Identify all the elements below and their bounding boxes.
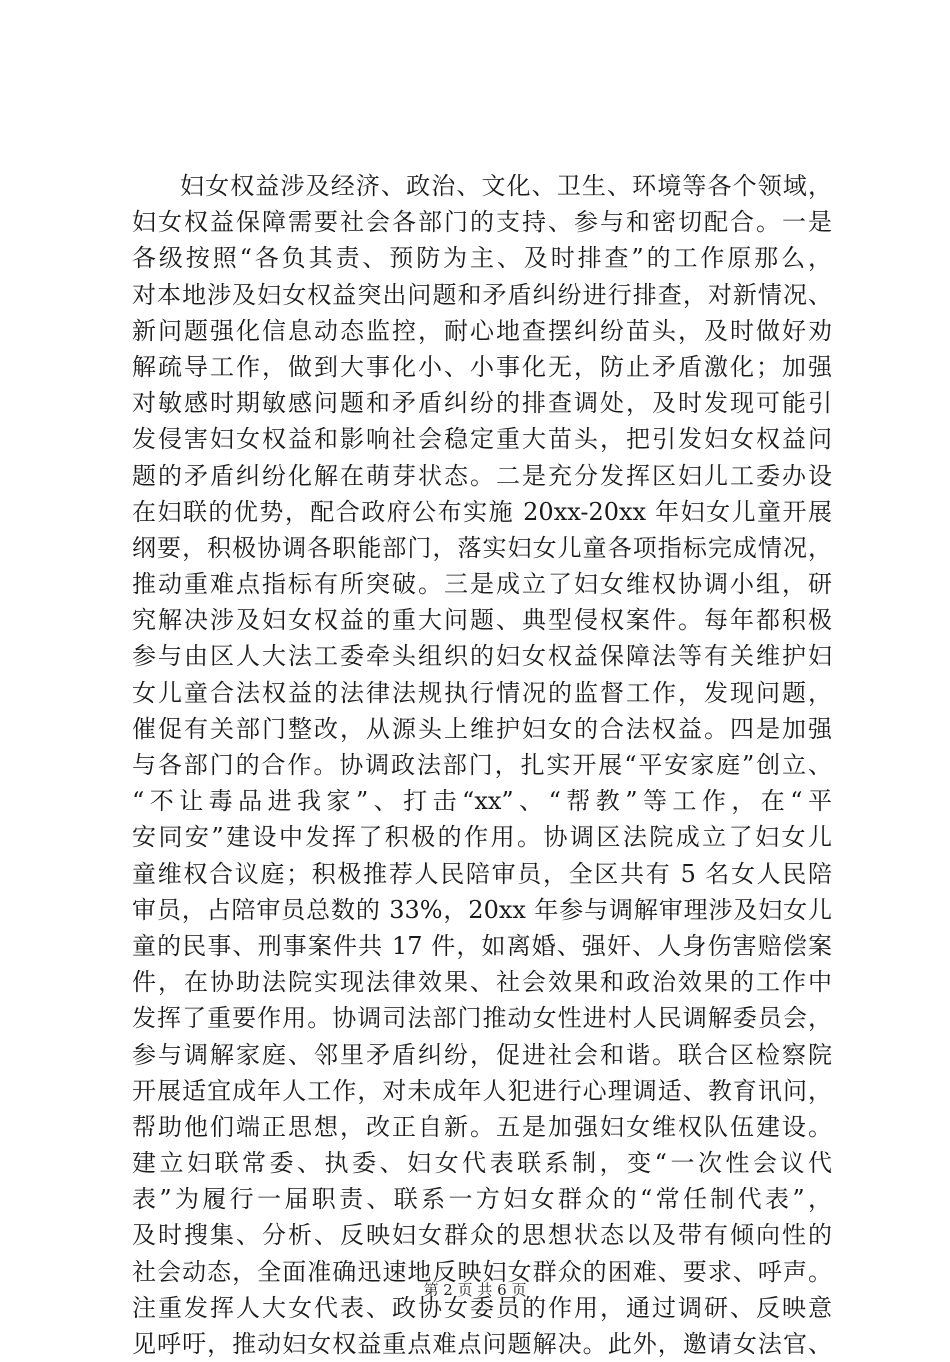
text-line: 开展适宜成年人工作，对未成年人犯进行心理调适、教育讯问， [132, 1076, 832, 1105]
text-line: 审员，占陪审员总数的 33%，20xx 年参与调解审理涉及妇女儿 [132, 895, 832, 924]
text-line: 发挥了重要作用。协调司法部门推动女性进村人民调解委员会， [132, 1004, 832, 1033]
text-line: 见呼吁，推动妇女权益重点难点问题解决。此外，邀请女法官、 [132, 1330, 832, 1358]
text-line: 在妇联的优势，配合政府公布实施 20xx-20xx 年妇女儿童开展 [132, 497, 832, 526]
text-line: 童维权合议庭；积极推荐人民陪审员，全区共有 5 名女人民陪 [132, 859, 832, 888]
text-line: 安同安”建设中发挥了积极的作用。协调区法院成立了妇女儿 [132, 823, 832, 852]
text-line: 题的矛盾纠纷化解在萌芽状态。二是充分发挥区妇儿工委办设 [132, 461, 832, 490]
text-line: 发侵害妇女权益和影响社会稳定重大苗头，把引发妇女权益问 [132, 425, 832, 454]
text-line: 对本地涉及妇女权益突出问题和矛盾纠纷进行排查，对新情况、 [132, 280, 832, 309]
text-line: 新问题强化信息动态监控，耐心地查摆纠纷苗头，及时做好劝 [132, 316, 832, 345]
text-line: 参与调解家庭、邻里矛盾纠纷，促进社会和谐。联合区检察院 [132, 1040, 832, 1069]
text-line: 童的民事、刑事案件共 17 件，如离婚、强奸、人身伤害赔偿案 [132, 931, 832, 960]
text-line: 帮助他们端正思想，改正自新。五是加强妇女维权队伍建设。 [132, 1112, 832, 1141]
text-line: 究解决涉及妇女权益的重大问题、典型侵权案件。每年都积极 [132, 606, 832, 635]
text-line: 表”为履行一届职责、联系一方妇女群众的“常任制代表”， [132, 1185, 832, 1214]
text-line: 件，在协助法院实现法律效果、社会效果和政治效果的工作中 [132, 968, 832, 997]
text-line: 对敏感时期敏感问题和矛盾纠纷的排查调处，及时发现可能引 [132, 389, 832, 418]
text-line: 妇女权益保障需要社会各部门的支持、参与和密切配合。一是 [132, 208, 832, 237]
text-line: “不让毒品进我家”、打击“xx”、“帮教”等工作，在“平 [132, 787, 832, 816]
text-line: 推动重难点指标有所突破。三是成立了妇女维权协调小组，研 [132, 570, 832, 599]
text-line: 妇女权益涉及经济、政治、文化、卫生、环境等各个领域， [180, 172, 832, 200]
text-line: 及时搜集、分析、反映妇女群众的思想状态以及带有倾向性的 [132, 1221, 832, 1250]
text-line: 各级按照“各负其责、预防为主、及时排查”的工作原那么， [132, 244, 832, 273]
page-footer: 第 2 页 共 6 页 [423, 1281, 527, 1299]
body-paragraph [132, 168, 832, 1362]
text-line: 解疏导工作，做到大事化小、小事化无，防止矛盾激化；加强 [132, 352, 832, 381]
text-line: 与各部门的合作。协调政法部门，扎实开展“平安家庭”创立、 [132, 751, 832, 779]
text-line: 女儿童合法权益的法律法规执行情况的监督工作，发现问题， [132, 678, 832, 707]
text-line: 参与由区人大法工委牵头组织的妇女权益保障法等有关维护妇 [132, 642, 832, 671]
text-line: 注重发挥人大女代表、政协女委员的作用，通过调研、反映意 [132, 1293, 832, 1322]
text-line: 社会动态，全面准确迅速地反映妇女群众的困难、要求、呼声。 [132, 1257, 832, 1286]
text-line: 建立妇联常委、执委、妇女代表联系制，变“一次性会议代 [132, 1149, 832, 1178]
text-line: 催促有关部门整改，从源头上维护妇女的合法权益。四是加强 [132, 714, 832, 743]
text-line: 纲要，积极协调各职能部门，落实妇女儿童各项指标完成情况， [132, 533, 832, 562]
